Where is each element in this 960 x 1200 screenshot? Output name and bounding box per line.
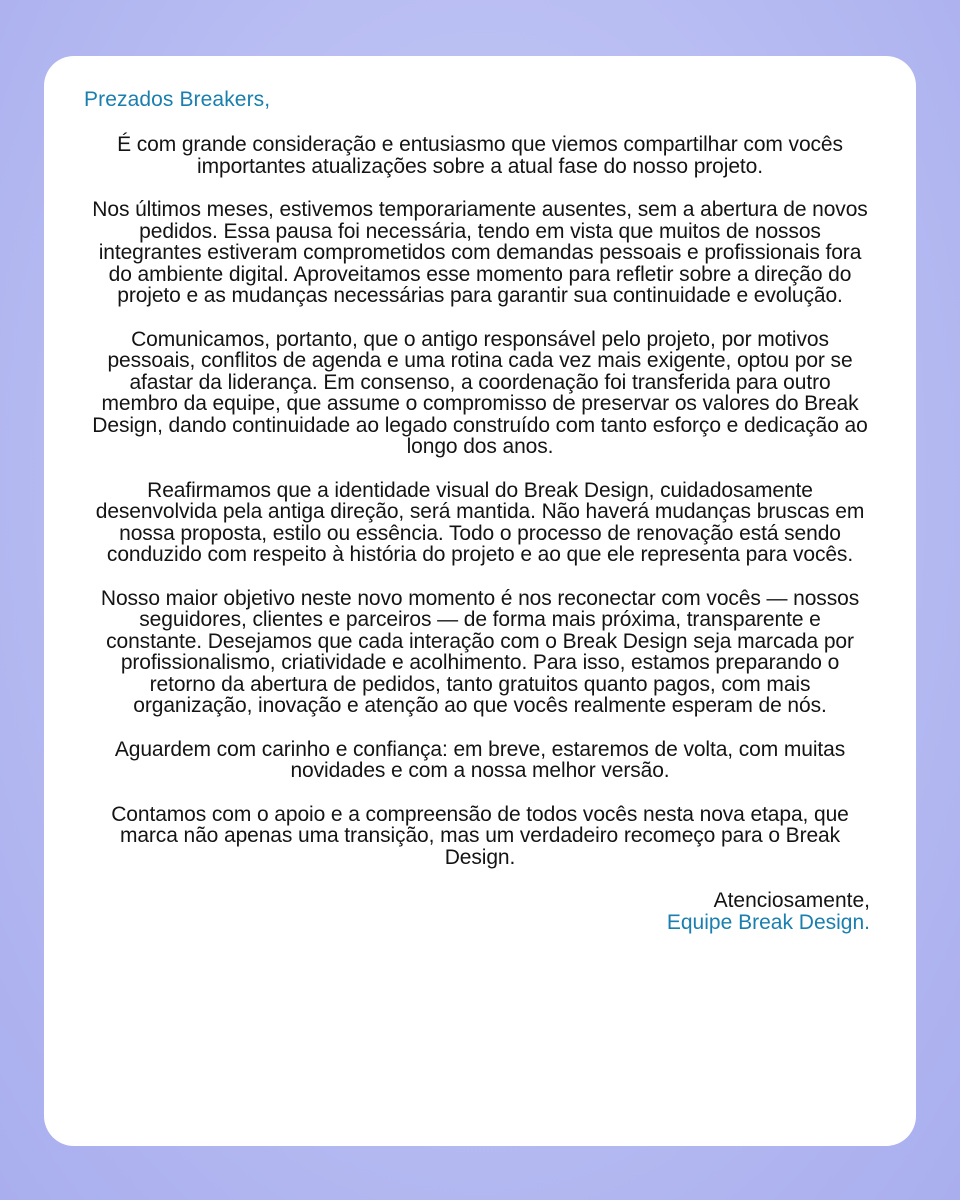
letter-paragraph: Contamos com o apoio e a compreensão de todos vocês nesta nova etapa, que marca não apenas uma transição, mas um verdadeiro recomeço para o Break Design. [111, 802, 849, 869]
letter-paragraph: Comunicamos, portanto, que o antigo responsável pelo projeto, por motivos pessoais, conflitos de agenda e uma rotina cada vez mais exigente, optou por se afastar da liderança. Em consenso, a coordenação foi transferida para outro membro da equipe, que assume o compromisso de preservar os valores do Break Design, dando continuidade ao legado construído com tanto esforço e dedicação ao longo dos anos. [92, 327, 868, 458]
letter-paragraph: Nos últimos meses, estivemos temporariamente ausentes, sem a abertura de novos pedidos. Essa pausa foi necessária, tendo em vista que muitos de nossos integrantes estiveram comprometidos com demandas pessoais e profissionais fora do ambiente digital. Aproveitamos esse momento para refletir sobre a direção do projeto e as mudanças necessárias para garantir sua continuidade e evolução. [92, 198, 868, 307]
letter-signoff [90, 890, 870, 933]
letter-card [44, 56, 916, 1146]
letter-paragraph: Nosso maior objetivo neste novo momento é nos reconectar com vocês — nossos seguidores, clientes e parceiros — de forma mais próxima, transparente e constante. Desejamos que cada interação com o Break Design seja marcada por profissionalismo, criatividade e acolhimento. Para isso, estamos preparando o retorno da abertura de pedidos, tanto gratuitos quanto pagos, com mais organização, inovação e atenção ao que vocês realmente esperam de nós. [100, 586, 860, 717]
signature-team: Equipe Break Design. [666, 910, 870, 934]
signoff-label: Atenciosamente, [713, 889, 870, 912]
letter-paragraph: Reafirmamos que a identidade visual do Break Design, cuidadosamente desenvolvida pela antiga direção, será mantida. Não haverá mudanças bruscas em nossa proposta, estilo ou essência. Todo o processo de renovação está sendo conduzido com respeito à história do projeto e ao que ele representa para vocês. [95, 478, 865, 566]
letter-greeting: Prezados Breakers, [84, 88, 271, 111]
letter-paragraph: É com grande consideração e entusiasmo que viemos compartilhar com vocês importantes atualizações sobre a atual fase do nosso projeto. [117, 133, 843, 178]
letter-paragraph: Aguardem com carinho e confiança: em breve, estaremos de volta, com muitas novidades e com a nossa melhor versão. [114, 737, 846, 782]
